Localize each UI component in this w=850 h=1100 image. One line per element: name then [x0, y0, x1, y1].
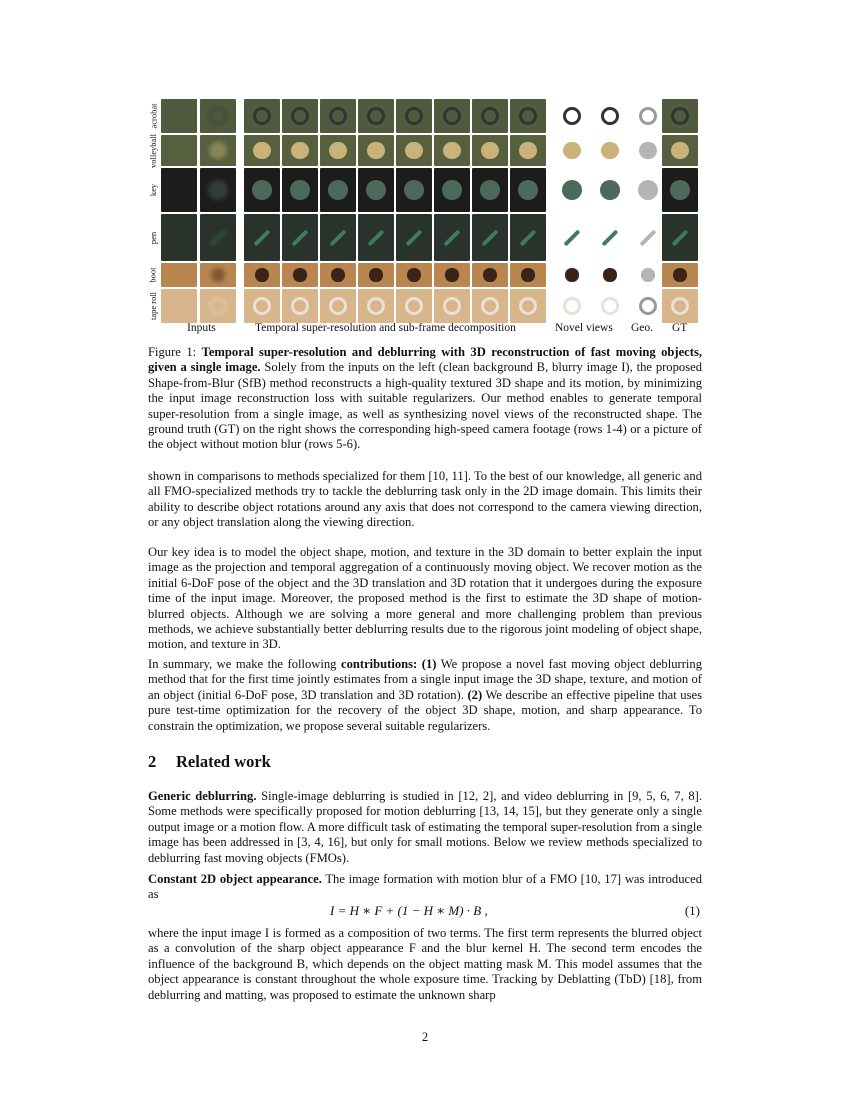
figure-object — [601, 142, 618, 159]
figure-object — [208, 180, 228, 200]
row-label-boot — [145, 262, 161, 288]
figure-thumbnail — [434, 263, 470, 287]
figure-thumbnail — [662, 135, 698, 166]
figure-object — [639, 142, 656, 159]
figure-thumbnail — [472, 263, 508, 287]
figure-thumbnail — [554, 99, 590, 133]
figure-thumbnail — [282, 99, 318, 133]
figure-object — [671, 107, 690, 126]
figure-thumbnail — [358, 289, 394, 323]
figure-object — [290, 180, 310, 200]
figure-object — [209, 142, 226, 159]
figure-object — [639, 297, 658, 316]
figure-object — [673, 268, 686, 281]
figure-thumbnail — [592, 99, 628, 133]
figure-object — [253, 142, 270, 159]
figure-thumbnail — [510, 289, 546, 323]
figure-thumbnail — [472, 99, 508, 133]
figure-object — [366, 180, 386, 200]
figure-thumbnail — [554, 135, 590, 166]
figure-thumbnail — [510, 135, 546, 166]
figure-thumbnail — [282, 263, 318, 287]
p3-contributions: contributions: — [340, 657, 418, 671]
p3-part-d: We propose a novel fast moving object deblurring method that for the first time jointly estimates from a single input image the 3D shape, texture, and motion of an object (initial 6-DoF pose, 3D translation and 3D rotation). — [148, 657, 703, 702]
col-label-inputs: Inputs — [187, 322, 216, 334]
col-label-temporal: Temporal super-resolution and sub-frame decomposition — [255, 322, 516, 334]
figure-thumbnail — [358, 135, 394, 166]
figure-object — [601, 107, 620, 126]
figure-object — [252, 180, 272, 200]
figure-thumbnail — [396, 135, 432, 166]
figure-thumbnail — [592, 168, 628, 212]
figure-object — [329, 107, 348, 126]
figure-thumbnail — [320, 214, 356, 261]
figure-thumbnail — [282, 289, 318, 323]
figure-thumbnail — [244, 263, 280, 287]
col-label-novel-views: Novel views — [555, 322, 613, 334]
figure-thumbnail — [472, 289, 508, 323]
figure-thumbnail — [662, 214, 698, 261]
figure-thumbnail — [161, 289, 197, 323]
figure-caption — [148, 345, 702, 453]
col-label-gt: GT — [672, 322, 688, 334]
figure-thumbnail — [244, 99, 280, 133]
figure-object — [292, 229, 309, 246]
figure-object — [520, 229, 537, 246]
figure-thumbnail — [200, 135, 236, 166]
figure-thumbnail — [592, 263, 628, 287]
figure-thumbnail — [630, 168, 666, 212]
figure-thumbnail — [161, 263, 197, 287]
row-label-text: key — [148, 183, 158, 197]
figure-object — [601, 297, 620, 316]
figure-object — [443, 297, 462, 316]
figure-thumbnail — [320, 168, 356, 212]
figure-thumbnail — [554, 168, 590, 212]
figure-object — [291, 107, 310, 126]
figure-thumbnail — [434, 168, 470, 212]
figure-thumbnail — [320, 99, 356, 133]
figure-thumbnail — [662, 263, 698, 287]
figure-thumbnail — [554, 214, 590, 261]
figure-object — [480, 180, 500, 200]
figure-object — [672, 229, 689, 246]
figure-object — [519, 107, 538, 126]
figure-thumbnail — [510, 168, 546, 212]
figure-thumbnail — [592, 214, 628, 261]
figure-object — [671, 142, 688, 159]
figure-object — [405, 297, 424, 316]
generic-title: Generic deblurring. — [148, 789, 257, 803]
figure-object — [291, 297, 310, 316]
figure-thumbnail — [244, 214, 280, 261]
figure-object — [563, 297, 582, 316]
figure-object — [640, 229, 657, 246]
figure-thumbnail — [630, 99, 666, 133]
figure-object — [404, 180, 424, 200]
figure-thumbnail — [161, 99, 197, 133]
paragraph-1: shown in comparisons to methods specialized for them [10, 11]. To the best of our knowledge, all generic and all FMO-specialized methods try to tackle the deblurring task only in the 2D image domain. This limits their ability to describe object rotations around any axis that does not correspond to the camera viewing direction, or any object translation along the viewing direction. — [148, 469, 702, 530]
figure-1 — [145, 98, 705, 338]
figure-thumbnail — [320, 135, 356, 166]
figure-thumbnail — [396, 168, 432, 212]
figure-object — [563, 142, 580, 159]
figure-object — [565, 268, 578, 281]
figure-object — [481, 142, 498, 159]
figure-thumbnail — [396, 214, 432, 261]
figure-row-labels — [145, 98, 161, 323]
p3-part-a: In summary, we make the following — [148, 657, 337, 671]
figure-object — [638, 180, 658, 200]
figure-object — [602, 229, 619, 246]
figure-thumbnail — [472, 214, 508, 261]
caption-label: Figure 1: — [148, 345, 197, 359]
figure-thumbnail — [472, 168, 508, 212]
figure-thumbnail — [630, 289, 666, 323]
figure-thumbnail — [200, 99, 236, 133]
row-label-text: boot — [148, 267, 158, 283]
figure-object — [562, 180, 582, 200]
figure-thumbnail — [396, 289, 432, 323]
figure-thumbnail — [662, 99, 698, 133]
row-label-tape-roll — [145, 288, 161, 324]
figure-thumbnail — [320, 263, 356, 287]
figure-object — [255, 268, 268, 281]
figure-thumbnail — [554, 263, 590, 287]
p3-item-2: (2) — [467, 687, 483, 702]
figure-thumbnail — [630, 263, 666, 287]
figure-thumbnail — [510, 263, 546, 287]
figure-thumbnail — [320, 289, 356, 323]
figure-thumbnail — [200, 168, 236, 212]
figure-thumbnail — [282, 168, 318, 212]
equation-formula: I = H ∗ F + (1 − H ∗ M) · B , — [330, 903, 488, 918]
figure-object — [444, 229, 461, 246]
figure-object — [330, 229, 347, 246]
paragraph-after-equation: where the input image I is formed as a composition of two terms. The first term represents the blurred object as a convolution of the sharp object appearance F and the blur kernel H. The second term encodes the influence of the background B, which depends on the object matting mask M. This model assumes that the object appearance is constant throughout the whole exposure time. Tracking by Deblatting (TbD) [18], from deblurring and matting, was proposed to estimate the unknown sharp — [148, 926, 702, 1002]
figure-object — [209, 107, 228, 126]
figure-thumbnail — [161, 214, 197, 261]
figure-thumbnail — [244, 168, 280, 212]
figure-object — [670, 180, 690, 200]
figure-object — [331, 268, 344, 281]
paragraph-constant-appearance — [148, 872, 702, 903]
figure-thumbnail — [554, 289, 590, 323]
figure-object — [443, 107, 462, 126]
row-label-acrobat — [145, 98, 161, 134]
figure-object — [293, 268, 306, 281]
figure-thumbnail — [358, 99, 394, 133]
caption-text: Solely from the inputs on the left (clean background B, blurry image I), the proposed Shape-from-Blur (SfB) method reconstructs a high-quality textured 3D shape and its motion, by minimizing the input image reconstruction loss with suitable regularizers. Our method enables to generate temporal super-resolution from a single image, as well as synthesizing novel views of the reconstructed shape. The ground truth (GT) on the right shows the corresponding high-speed camera footage (rows 1-4) or a picture of the object without motion blur (rows 5-6). — [148, 360, 702, 452]
constant-text: The image formation with motion blur of a FMO [10, 17] was introduced as — [148, 872, 702, 902]
figure-object — [367, 297, 386, 316]
figure-thumbnail — [434, 289, 470, 323]
figure-object — [209, 297, 228, 316]
figure-thumbnail — [630, 214, 666, 261]
figure-object — [519, 297, 538, 316]
generic-text: Single-image deblurring is studied in [12, 2], and video deblurring in [9, 5, 6, 7, 8]. Some methods were specifically proposed for motion deblurring [13, 14, 15], but they generate only a single output image or a motion flow. A more difficult task of estimating the temporal super-resolution from a single image has been addressed in [3, 4, 16], but only for small motions. Below we review methods specialized to deblurring fast moving objects (FMOs). — [148, 789, 702, 865]
figure-thumbnail — [358, 214, 394, 261]
figure-thumbnail — [244, 289, 280, 323]
figure-thumbnail — [396, 99, 432, 133]
figure-thumbnail — [161, 135, 197, 166]
figure-object — [210, 229, 227, 246]
figure-thumbnail — [592, 135, 628, 166]
figure-object — [564, 229, 581, 246]
paragraph-2: Our key idea is to model the object shape, motion, and texture in the 3D domain to better explain the input image as the projection and temporal aggregation of a continuously moving object. We recover motion as the initial 6-DoF pose of the object and the 3D translation and 3D rotation that it undergoes during the exposure time of the input image. Moreover, the proposed method is the first to estimate the 3D shape of motion-blurred objects. Although we are solving a more general and more challenging problem than previous methods, we achieve substantially better deblurring results due to the rigorous joint modeling of object shape, motion, and texture in 3D. — [148, 545, 702, 652]
figure-object — [563, 107, 582, 126]
figure-object — [211, 268, 224, 281]
figure-thumbnail — [434, 99, 470, 133]
figure-object — [367, 107, 386, 126]
figure-object — [443, 142, 460, 159]
figure-column-labels — [145, 322, 705, 336]
figure-object — [329, 142, 346, 159]
figure-thumbnail — [662, 289, 698, 323]
paragraph-generic-deblurring — [148, 789, 702, 866]
figure-thumbnail — [244, 135, 280, 166]
figure-object — [481, 297, 500, 316]
figure-thumbnail — [662, 168, 698, 212]
figure-object — [639, 107, 658, 126]
figure-object — [442, 180, 462, 200]
figure-object — [253, 297, 272, 316]
figure-object — [483, 268, 496, 281]
figure-thumbnail — [200, 214, 236, 261]
row-label-key — [145, 167, 161, 213]
figure-object — [481, 107, 500, 126]
p3-item-1: (1) — [421, 657, 437, 671]
equation-number: (1) — [684, 903, 700, 918]
figure-object — [291, 142, 308, 159]
figure-thumbnail — [472, 135, 508, 166]
paragraph-3 — [148, 657, 702, 734]
figure-object — [445, 268, 458, 281]
caption-bold: Temporal super-resolution and deblurring with 3D reconstruction of fast moving objects, given a single image. — [148, 345, 702, 375]
figure-object — [253, 107, 272, 126]
figure-thumbnail — [510, 99, 546, 133]
figure-thumbnail — [358, 168, 394, 212]
figure-object — [329, 297, 348, 316]
row-label-volleyball — [145, 134, 161, 167]
figure-object — [600, 180, 620, 200]
figure-object — [405, 107, 424, 126]
figure-thumbnail — [510, 214, 546, 261]
section-number: 2 — [148, 752, 157, 771]
row-label-text: pen — [148, 231, 158, 244]
row-label-text: volleyball — [148, 133, 158, 168]
row-label-pen — [145, 213, 161, 262]
figure-thumbnail — [434, 135, 470, 166]
row-label-text: acrobat — [148, 103, 159, 129]
figure-thumbnail — [161, 168, 197, 212]
figure-thumbnail — [282, 214, 318, 261]
figure-object — [519, 142, 536, 159]
figure-thumbnail — [630, 135, 666, 166]
figure-object — [405, 142, 422, 159]
p3-part-f: We describe an effective pipeline that uses pure test-time optimization for the recovery of the object 3D shape, motion, and sharp appearance. To constrain the optimization, we propose several suitable regularizers. — [148, 687, 703, 733]
figure-thumbnail — [434, 214, 470, 261]
figure-thumbnail — [200, 289, 236, 323]
section-title: Related work — [176, 752, 271, 771]
row-label-text: tape roll — [148, 291, 158, 321]
col-label-geo: Geo. — [631, 322, 654, 334]
figure-object — [407, 268, 420, 281]
figure-object — [369, 268, 382, 281]
figure-object — [521, 268, 534, 281]
figure-thumbnail — [200, 263, 236, 287]
figure-object — [367, 142, 384, 159]
figure-object — [328, 180, 348, 200]
figure-object — [671, 297, 690, 316]
figure-object — [406, 229, 423, 246]
figure-object — [368, 229, 385, 246]
figure-object — [254, 229, 271, 246]
constant-title: Constant 2D object appearance. — [148, 872, 322, 886]
page-number: 2 — [421, 1030, 429, 1044]
section-heading — [148, 752, 271, 772]
figure-object — [603, 268, 616, 281]
figure-thumbnail — [358, 263, 394, 287]
figure-thumbnail — [396, 263, 432, 287]
figure-thumbnail — [592, 289, 628, 323]
figure-object — [518, 180, 538, 200]
figure-object — [641, 268, 654, 281]
figure-object — [482, 229, 499, 246]
figure-thumbnail — [282, 135, 318, 166]
